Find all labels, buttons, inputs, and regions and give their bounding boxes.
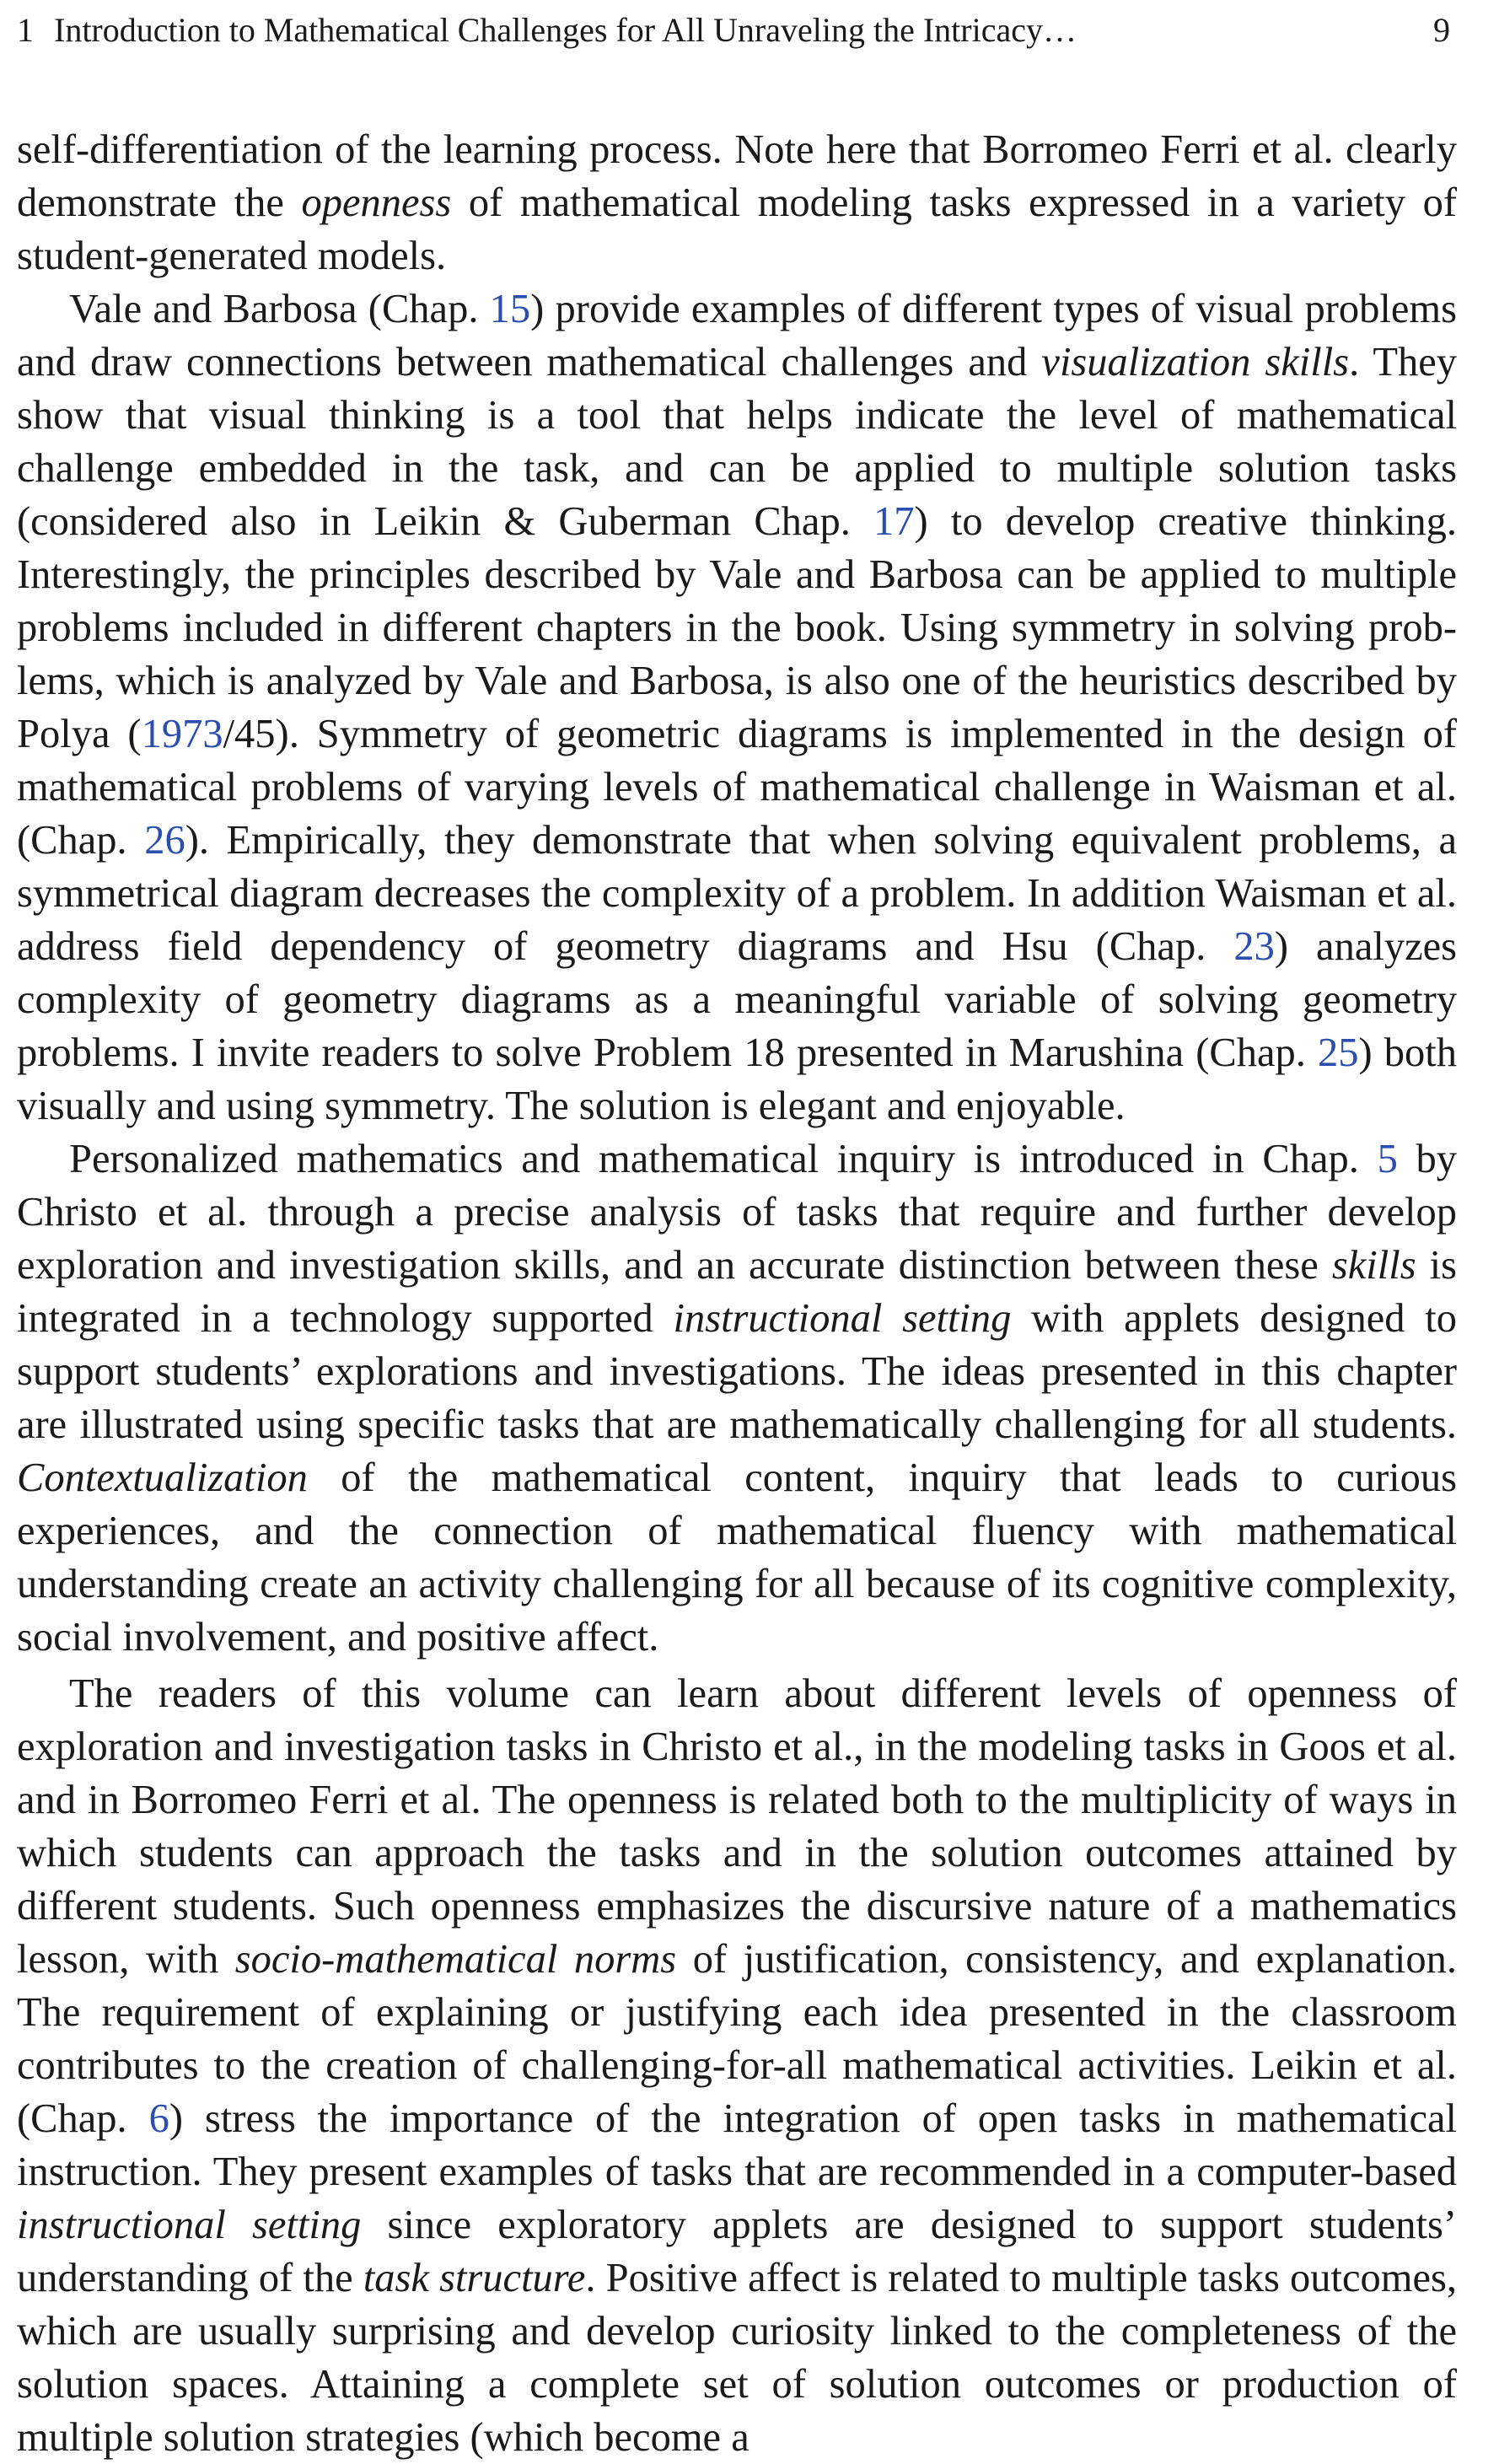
- page-number: 9: [1433, 11, 1450, 49]
- cross-reference-link[interactable]: 6: [148, 2096, 169, 2141]
- chapter-title: Introduction to Mathematical Challenges for All Unraveling the Intricacy…: [54, 11, 1077, 49]
- cross-reference-link[interactable]: 17: [873, 499, 915, 544]
- italic-term: visualization skills: [1041, 340, 1350, 385]
- body-text: [17, 123, 1457, 2464]
- running-head-left: [17, 5, 1077, 56]
- text-run: with applets designed to support students’ explorations and investigations. The ideas presented in this chapter are illustrated using specific tasks that are mathematically challenging for all students.: [17, 1296, 1457, 1447]
- running-head: [17, 0, 1457, 56]
- paragraph-1: [17, 123, 1457, 282]
- cross-reference-link[interactable]: 26: [144, 818, 185, 863]
- text-run: ) provide examples of different types of visual problems and draw connections between mathematical challenges and: [17, 287, 1457, 385]
- text-run: ) to develop creative thinking. Interestingly, the principles described by Vale and Barbosa can be applied to multiple problems included in different chapters in the book. Using symmetry in solving problems, which is analyzed by Vale and Barbosa, is also one of the heuristics described by Polya (: [17, 499, 1457, 756]
- italic-term: instructional setting: [17, 2203, 362, 2247]
- text-run: of the mathematical content, inquiry that leads to curious experiences, and the connection of mathematical fluency with mathematical understanding create an activity challenging for all because of its cognitive complexity, social involvement, and positive affect.: [17, 1455, 1457, 1660]
- cross-reference-link[interactable]: 5: [1377, 1137, 1398, 1181]
- paragraph-3: [17, 1132, 1457, 1664]
- paragraph-4: [17, 1667, 1457, 2464]
- text-run: by Christo et al. through a precise analysis of tasks that require and further develop exploration and investigation skills, and an accurate distinction between these: [17, 1137, 1458, 1288]
- text-run: Vale and Barbosa (Chap.: [69, 287, 490, 331]
- text-run: ) both visually and using symmetry. The solution is elegant and enjoyable.: [17, 1030, 1457, 1128]
- text-run: . They show that visual thinking is a tool that helps indicate the level of mathematical challenge embedded in the task, and can be applied to multiple solution tasks (considered also in Leikin & Guberman Chap.: [17, 340, 1458, 544]
- text-run: since exploratory applets are designed to support students’ understanding of the: [17, 2203, 1457, 2300]
- cross-reference-link[interactable]: 23: [1233, 924, 1275, 969]
- italic-term: openness: [301, 180, 452, 225]
- italic-term: skills: [1331, 1243, 1416, 1288]
- italic-term: Contextualization: [17, 1455, 308, 1500]
- cross-reference-link[interactable]: 15: [489, 287, 531, 331]
- chapter-number: 1: [17, 11, 34, 49]
- italic-term: task structure: [363, 2256, 586, 2300]
- text-run: of justification, consistency, and explanation. The requirement of explaining or justifying each idea presented in the classroom contributes to the creation of challenging-for-all mathematical activities. Leikin et al. (Chap.: [17, 1937, 1457, 2141]
- paragraph-2: [17, 282, 1457, 1132]
- text-run: ) stress the importance of the integration of open tasks in mathematical instruction. They present examples of tasks that are recommended in a computer-based: [17, 2096, 1457, 2194]
- text-run: ). Empirically, they demonstrate that when solving equivalent problems, a symmetrical diagram decreases the complexity of a problem. In addition Waisman et al. address field dependency of geometry diagrams and Hsu (Chap.: [17, 818, 1457, 969]
- text-run: ) analyzes complexity of geometry diagrams as a meaningful variable of solving geometry problems. I invite readers to solve Problem 18 presented in Marushina (Chap.: [17, 924, 1457, 1075]
- text-run: of mathematical modeling tasks expressed in a variety of student-generated models.: [17, 180, 1457, 278]
- cross-reference-link[interactable]: 1973: [141, 712, 223, 756]
- cross-reference-link[interactable]: 25: [1318, 1030, 1359, 1075]
- text-run: /45). Symmetry of geometric diagrams is implemented in the design of mathematical problems of varying levels of mathematical challenge in Waisman et al. (Chap.: [17, 712, 1457, 863]
- text-run: . Positive affect is related to multiple tasks outcomes, which are usually surprising and develop curiosity linked to the completeness of the solution spaces. Attaining a complete set of solution outcomes or production of multiple solution strategies (which become a: [17, 2256, 1458, 2460]
- text-run: is integrated in a technology supported: [17, 1243, 1457, 1341]
- italic-term: socio-mathematical norms: [234, 1937, 677, 1982]
- text-run: The readers of this volume can learn about different levels of openness of exploration and investigation tasks in Christo et al., in the modeling tasks in Goos et al. and in Borromeo Ferri et al. The openness is related both to the multiplicity of ways in which students can approach the tasks and in the solution outcomes attained by different students. Such openness emphasizes the discursive nature of a mathematics lesson, with: [17, 1671, 1457, 1982]
- italic-term: instructional setting: [673, 1296, 1012, 1341]
- text-run: self-differentiation of the learning process. Note here that Borromeo Ferri et al. clearly demonstrate the: [17, 127, 1457, 225]
- text-run: Personalized mathematics and mathematical inquiry is introduced in Chap.: [69, 1137, 1378, 1181]
